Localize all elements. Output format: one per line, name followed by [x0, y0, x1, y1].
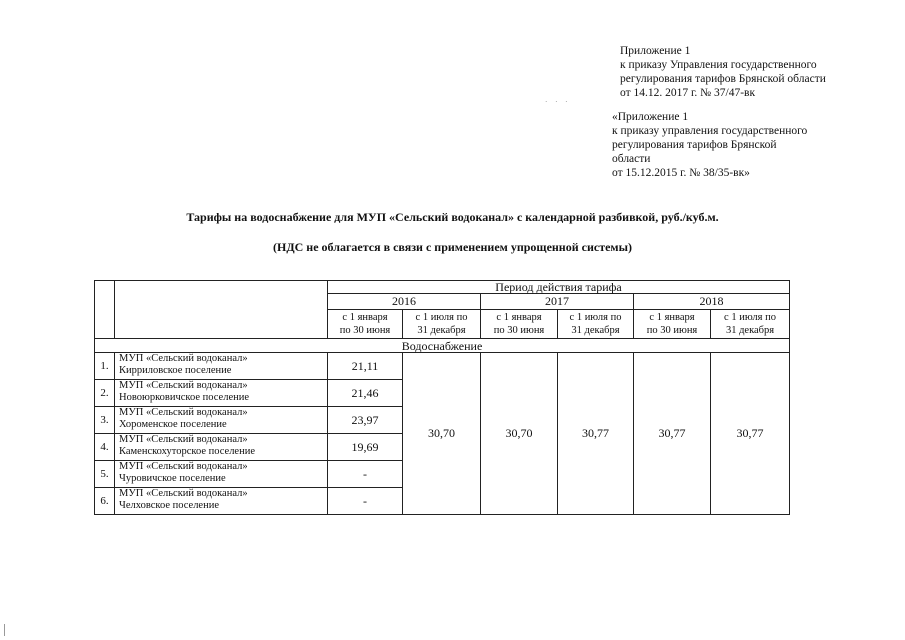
row-name: МУП «Сельский водоканал» Кирриловское поселение [115, 353, 328, 380]
row-value: 19,69 [328, 434, 403, 461]
half-first-2018: с 1 января по 30 июня [634, 310, 711, 339]
annex-current-line: регулирования тарифов Брянской области [620, 73, 826, 85]
half-second-2018: с 1 июля по 31 декабря [711, 310, 790, 339]
annex-previous [612, 110, 872, 180]
document-title: Тарифы на водоснабжение для МУП «Сельский водоканал» с календарной разбивкой, руб./куб.м. [186, 210, 719, 224]
header-row-period [95, 281, 790, 294]
year-2016: 2016 [328, 294, 481, 310]
row-number: 2. [95, 380, 115, 407]
shared-value-2018-h2: 30,77 [711, 353, 790, 515]
half-second-2016: с 1 июля по 31 декабря [403, 310, 481, 339]
annex-current-line: Приложение 1 [620, 45, 691, 57]
row-name: МУП «Сельский водоканал» Хороменское поселение [115, 407, 328, 434]
tariff-table [94, 280, 790, 515]
half-first-2016: с 1 января по 30 июня [328, 310, 403, 339]
annex-previous-line: к приказу управления государственного [612, 125, 808, 137]
section-water-supply: Водоснабжение [95, 339, 790, 353]
scan-edge-mark [4, 624, 5, 636]
annex-previous-line: области [612, 153, 651, 165]
year-2017: 2017 [481, 294, 634, 310]
annex-previous-line: «Приложение 1 [612, 111, 689, 123]
half-second-2017: с 1 июля по 31 декабря [558, 310, 634, 339]
annex-previous-line: от 15.12.2015 г. № 38/35-вк» [612, 167, 750, 179]
row-number: 1. [95, 353, 115, 380]
scan-speck: · · · [545, 98, 571, 106]
section-row [95, 339, 790, 353]
annex-current-line: от 14.12. 2017 г. № 37/47-вк [620, 87, 756, 99]
shared-value-2017-h2: 30,77 [558, 353, 634, 515]
document-subtitle: (НДС не облагается в связи с применением упрощенной системы) [273, 240, 632, 254]
period-header: Период действия тарифа [328, 281, 790, 294]
annex-current-line: к приказу Управления государственного [620, 59, 817, 71]
row-value: - [328, 488, 403, 515]
annex-current [620, 44, 890, 100]
header-num-cell [95, 281, 115, 339]
row-value: 21,46 [328, 380, 403, 407]
header-name-cell [115, 281, 328, 339]
row-number: 5. [95, 461, 115, 488]
shared-value-2016-h2: 30,70 [403, 353, 481, 515]
row-number: 3. [95, 407, 115, 434]
row-number: 4. [95, 434, 115, 461]
row-value: 23,97 [328, 407, 403, 434]
shared-value-2017-h1: 30,70 [481, 353, 558, 515]
shared-value-2018-h1: 30,77 [634, 353, 711, 515]
half-first-2017: с 1 января по 30 июня [481, 310, 558, 339]
annex-previous-line: регулирования тарифов Брянской [612, 139, 777, 151]
row-name: МУП «Сельский водоканал» Новоюрковичское поселение [115, 380, 328, 407]
row-name: МУП «Сельский водоканал» Челховское поселение [115, 488, 328, 515]
row-name: МУП «Сельский водоканал» Каменскохуторское поселение [115, 434, 328, 461]
row-name: МУП «Сельский водоканал» Чуровичское поселение [115, 461, 328, 488]
row-value: - [328, 461, 403, 488]
table-row [95, 353, 790, 380]
row-value: 21,11 [328, 353, 403, 380]
year-2018: 2018 [634, 294, 790, 310]
row-number: 6. [95, 488, 115, 515]
